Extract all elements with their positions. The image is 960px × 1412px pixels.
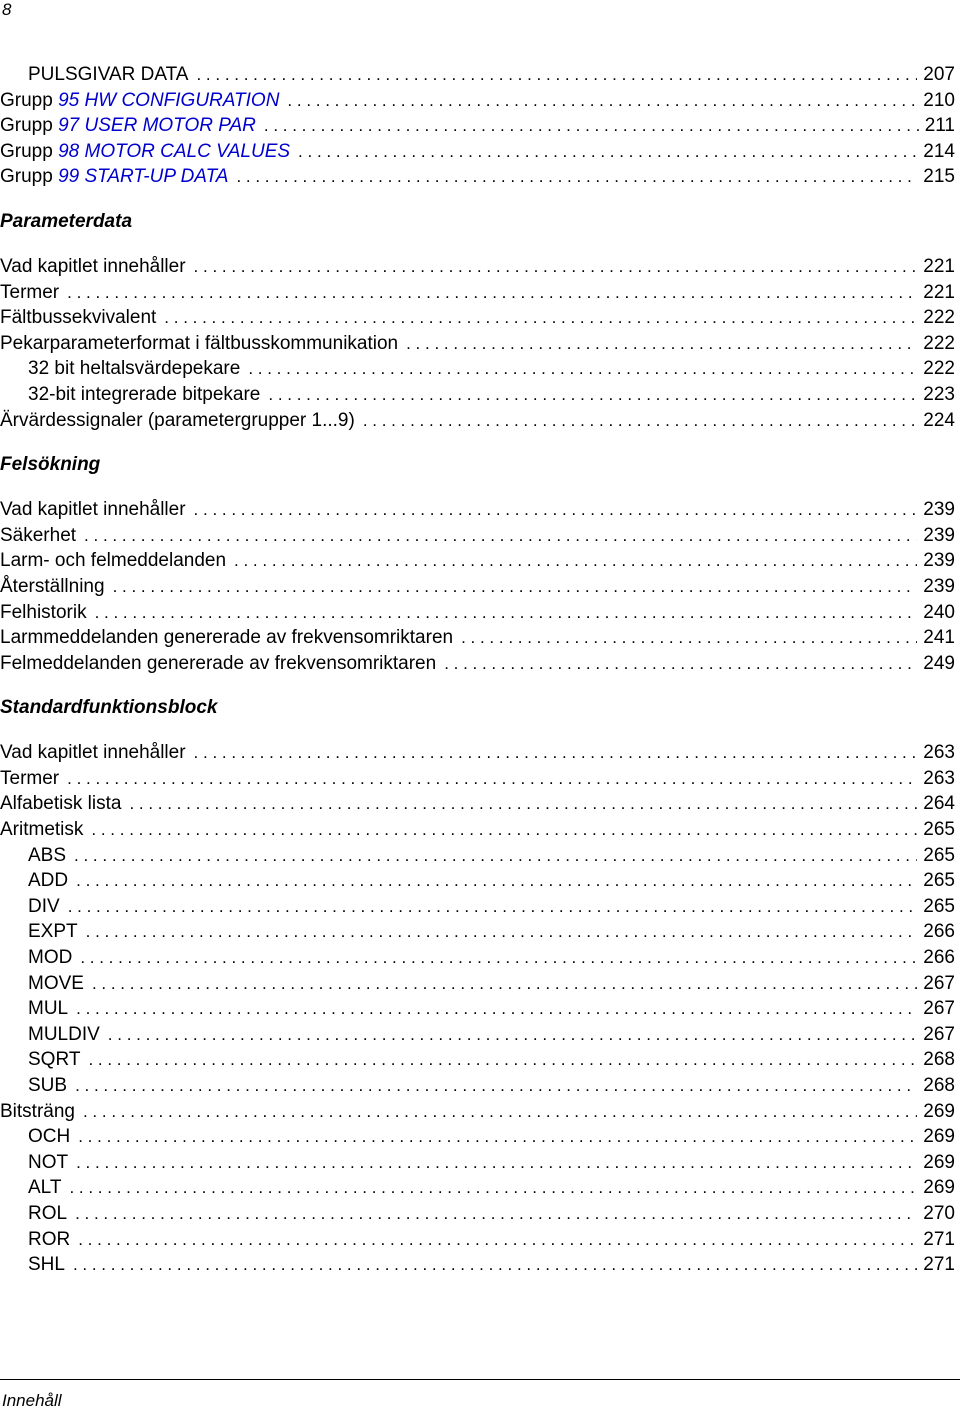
toc-entry-label bbox=[0, 600, 87, 626]
dot-leader bbox=[236, 164, 917, 190]
toc-entry-text: ADD bbox=[28, 870, 69, 892]
toc-page-number: 222 bbox=[923, 307, 955, 329]
toc-entry-label bbox=[0, 817, 83, 843]
dot-leader bbox=[194, 497, 918, 523]
dot-leader bbox=[78, 1227, 917, 1253]
toc-entry-label bbox=[28, 1201, 67, 1227]
toc-entry[interactable] bbox=[0, 62, 955, 88]
toc-page-number: 264 bbox=[923, 793, 955, 815]
toc-entry[interactable] bbox=[0, 1099, 955, 1125]
toc-page-number: 263 bbox=[923, 742, 955, 764]
toc-entry-text: MOVE bbox=[28, 972, 84, 994]
dot-leader bbox=[363, 408, 917, 434]
toc-entry-label bbox=[0, 88, 279, 114]
section-heading: Standardfunktionsblock bbox=[0, 697, 218, 719]
toc-entry-text: Larmmeddelanden genererade av frekvensomriktaren bbox=[0, 627, 454, 649]
toc-page-number: 223 bbox=[923, 383, 955, 405]
toc-entry-text: PULSGIVAR DATA bbox=[28, 64, 189, 85]
toc-entry-text: MUL bbox=[28, 998, 69, 1020]
dot-leader bbox=[264, 113, 919, 139]
toc-page-number: 239 bbox=[923, 550, 955, 572]
toc-entry-label bbox=[0, 113, 256, 139]
toc-entry-label bbox=[28, 1124, 70, 1150]
dot-leader bbox=[287, 88, 917, 114]
dot-leader bbox=[196, 62, 917, 88]
dot-leader bbox=[78, 1124, 917, 1150]
toc-page-number: 221 bbox=[923, 281, 955, 303]
toc-entry-text: SQRT bbox=[28, 1049, 81, 1071]
toc-entry-label bbox=[28, 382, 260, 408]
toc-entry[interactable] bbox=[0, 574, 955, 600]
dot-leader bbox=[88, 1047, 917, 1073]
toc-entry-label bbox=[0, 625, 453, 651]
toc-page-number: 271 bbox=[923, 1254, 955, 1276]
section-heading: Parameterdata bbox=[0, 210, 133, 232]
toc-entry-text: DIV bbox=[28, 895, 60, 917]
page-number: 8 bbox=[2, 0, 12, 19]
toc-entry[interactable] bbox=[0, 1227, 955, 1253]
toc-page-number: 265 bbox=[923, 895, 955, 917]
toc-entry[interactable] bbox=[0, 280, 955, 306]
dot-leader bbox=[95, 600, 918, 626]
toc-page-number: 241 bbox=[923, 627, 955, 649]
toc-entry[interactable] bbox=[0, 1175, 955, 1201]
dot-leader bbox=[268, 382, 917, 408]
toc-entry-label bbox=[0, 523, 76, 549]
toc-entry[interactable] bbox=[0, 740, 955, 766]
toc-entry-label bbox=[28, 356, 240, 382]
toc-entry[interactable] bbox=[0, 1022, 955, 1048]
toc-entry-label bbox=[0, 791, 121, 817]
dot-leader bbox=[74, 843, 917, 869]
toc-entry-prefix: Grupp bbox=[0, 140, 59, 162]
toc-entry[interactable] bbox=[0, 139, 955, 165]
dot-leader bbox=[86, 919, 918, 945]
toc-entry-prefix: Grupp bbox=[0, 89, 59, 111]
toc-entry-text: Bitsträng bbox=[0, 1100, 75, 1122]
toc-entry-text: ROL bbox=[28, 1202, 68, 1224]
toc-entry-text: Felhistorik bbox=[0, 601, 87, 623]
section-heading: Felsökning bbox=[0, 454, 101, 476]
dot-leader bbox=[76, 868, 917, 894]
toc-entry[interactable] bbox=[0, 766, 955, 792]
dot-leader bbox=[80, 945, 917, 971]
toc-entry-label bbox=[28, 1150, 68, 1176]
toc-entry[interactable] bbox=[0, 600, 955, 626]
toc-page-number: 269 bbox=[923, 1151, 955, 1173]
toc-entry-text: Termer bbox=[0, 767, 60, 789]
toc-page-number: 207 bbox=[923, 64, 955, 85]
dot-leader bbox=[248, 356, 917, 382]
toc-entry[interactable] bbox=[0, 625, 955, 651]
toc-entry-label bbox=[0, 1099, 75, 1125]
toc-entry-label bbox=[0, 548, 226, 574]
toc-page-number: 267 bbox=[923, 972, 955, 994]
toc-entry[interactable] bbox=[0, 113, 955, 139]
toc-page-number: 268 bbox=[923, 1075, 955, 1096]
toc-entry-label bbox=[0, 574, 105, 600]
toc-page-number: 268 bbox=[923, 1049, 955, 1071]
toc-page-number: 269 bbox=[923, 1126, 955, 1148]
dot-leader bbox=[298, 139, 917, 165]
toc-entry[interactable] bbox=[0, 868, 955, 894]
toc-entry[interactable] bbox=[0, 1047, 955, 1073]
dot-leader bbox=[67, 766, 917, 792]
toc-entry-label bbox=[0, 497, 186, 523]
toc-entry-label bbox=[28, 1227, 70, 1253]
toc-entry[interactable] bbox=[0, 356, 955, 382]
toc-entry-link[interactable]: 99 START-UP DATA bbox=[58, 166, 229, 188]
toc-entry-label bbox=[0, 408, 355, 434]
toc-entry[interactable] bbox=[0, 1150, 955, 1176]
toc-entry-label bbox=[28, 971, 84, 997]
dot-leader bbox=[83, 1099, 917, 1125]
dot-leader bbox=[68, 894, 918, 920]
toc-entry-label bbox=[28, 62, 188, 88]
toc-page-number: 266 bbox=[923, 947, 955, 969]
toc-entry-text: MULDIV bbox=[28, 1023, 100, 1045]
toc-entry[interactable] bbox=[0, 254, 955, 280]
dot-leader bbox=[164, 305, 917, 331]
toc-entry-link[interactable]: 97 USER MOTOR PAR bbox=[58, 115, 256, 137]
toc-page-number: 269 bbox=[923, 1100, 955, 1122]
toc-entry-text: Ärvärdessignaler (parametergrupper 1...9) bbox=[0, 409, 355, 431]
toc-entry[interactable] bbox=[0, 523, 955, 549]
footer-title: Innehåll bbox=[2, 1391, 62, 1410]
toc-page-number: 267 bbox=[923, 1023, 955, 1045]
toc-entry[interactable] bbox=[0, 1201, 955, 1227]
toc-entry-label bbox=[0, 651, 436, 677]
toc-entry-text: ALT bbox=[28, 1177, 62, 1199]
toc-page-number: 270 bbox=[923, 1202, 955, 1224]
dot-leader bbox=[84, 523, 917, 549]
toc-entry-text: Felmeddelanden genererade av frekvensomriktaren bbox=[0, 652, 437, 674]
dot-leader bbox=[75, 1073, 917, 1099]
toc-page-number: 266 bbox=[923, 921, 955, 943]
toc-entry-text: Återställning bbox=[0, 575, 105, 597]
toc-entry-label bbox=[0, 254, 186, 280]
toc-page-number: 271 bbox=[923, 1228, 955, 1250]
toc-entry-label bbox=[28, 843, 66, 869]
dot-leader bbox=[234, 548, 917, 574]
toc-entry[interactable] bbox=[0, 843, 955, 869]
toc-entry-label bbox=[28, 945, 72, 971]
toc-page-number: 222 bbox=[923, 358, 955, 380]
dot-leader bbox=[108, 1022, 918, 1048]
dot-leader bbox=[76, 996, 917, 1022]
toc-entry-text: Vad kapitlet innehåller bbox=[0, 499, 186, 521]
toc-entry-label bbox=[28, 868, 68, 894]
toc-entry-text: Pekarparameterformat i fältbusskommunikation bbox=[0, 332, 399, 354]
toc-entry-label bbox=[0, 139, 290, 165]
toc-page-number: 267 bbox=[923, 998, 955, 1020]
toc-entry-text: Vad kapitlet innehåller bbox=[0, 742, 186, 764]
toc-entry-text: Vad kapitlet innehåller bbox=[0, 255, 186, 277]
dot-leader bbox=[444, 651, 917, 677]
toc-entry-label bbox=[28, 1022, 100, 1048]
toc-entry[interactable] bbox=[0, 651, 955, 677]
footer-divider bbox=[0, 1379, 960, 1380]
toc-page-number: 239 bbox=[923, 575, 955, 597]
toc-entry[interactable] bbox=[0, 791, 955, 817]
toc-page-number: 224 bbox=[923, 409, 955, 431]
toc-page-number: 265 bbox=[923, 819, 955, 841]
dot-leader bbox=[406, 331, 917, 357]
dot-leader bbox=[129, 791, 917, 817]
toc-page-number: 263 bbox=[923, 767, 955, 789]
dot-leader bbox=[113, 574, 918, 600]
toc-entry-label bbox=[28, 996, 68, 1022]
toc-entry-label bbox=[28, 1073, 67, 1099]
toc-entry-label bbox=[28, 919, 78, 945]
toc-entry[interactable] bbox=[0, 497, 955, 523]
toc-entry[interactable] bbox=[0, 894, 955, 920]
toc-entry-text: Larm- och felmeddelanden bbox=[0, 550, 227, 572]
toc-entry-label bbox=[28, 1252, 65, 1278]
toc-page-number: 222 bbox=[923, 332, 955, 354]
toc-entry[interactable] bbox=[0, 408, 955, 434]
toc-entry-text: Säkerhet bbox=[0, 524, 77, 546]
toc-entry[interactable] bbox=[0, 945, 955, 971]
toc-page-number: 211 bbox=[924, 115, 955, 137]
toc-entry-text: 32-bit integrerade bitpekare bbox=[28, 383, 261, 405]
toc-entry-text: Termer bbox=[0, 281, 60, 303]
toc-entry-text: 32 bit heltalsvärdepekare bbox=[28, 358, 241, 380]
toc-entry-text: ABS bbox=[28, 844, 67, 866]
toc-entry[interactable] bbox=[0, 382, 955, 408]
toc-entry-text: Fältbussekvivalent bbox=[0, 307, 157, 329]
toc-entry[interactable] bbox=[0, 817, 955, 843]
dot-leader bbox=[73, 1252, 917, 1278]
toc-entry-label bbox=[28, 1047, 80, 1073]
dot-leader bbox=[67, 280, 917, 306]
toc-entry-label bbox=[0, 164, 228, 190]
toc-entry[interactable] bbox=[0, 548, 955, 574]
toc-entry-text: SUB bbox=[28, 1075, 68, 1096]
toc-entry[interactable] bbox=[0, 331, 955, 357]
dot-leader bbox=[194, 740, 918, 766]
toc-entry-text: SHL bbox=[28, 1254, 65, 1276]
toc-entry[interactable] bbox=[0, 164, 955, 190]
toc-entry[interactable] bbox=[0, 88, 955, 114]
dot-leader bbox=[91, 817, 917, 843]
toc-page-number: 214 bbox=[923, 140, 955, 162]
toc-entry[interactable] bbox=[0, 1124, 955, 1150]
dot-leader bbox=[461, 625, 917, 651]
toc-entry-text: Alfabetisk lista bbox=[0, 793, 122, 815]
dot-leader bbox=[75, 1201, 917, 1227]
toc-entry-label bbox=[0, 305, 156, 331]
toc-page-number: 269 bbox=[923, 1177, 955, 1199]
toc-entry-text: NOT bbox=[28, 1151, 69, 1173]
toc-entry-text: MOD bbox=[28, 947, 73, 969]
dot-leader bbox=[69, 1175, 917, 1201]
toc-page-number: 239 bbox=[923, 524, 955, 546]
toc-page-number: 265 bbox=[923, 844, 955, 866]
toc-page-number: 221 bbox=[923, 255, 955, 277]
toc-entry[interactable] bbox=[0, 1073, 955, 1099]
dot-leader bbox=[92, 971, 917, 997]
toc-page-number: 265 bbox=[923, 870, 955, 892]
toc-entry-label bbox=[0, 280, 59, 306]
toc-entry-label bbox=[0, 331, 398, 357]
toc-entry-link[interactable]: 95 HW CONFIGURATION bbox=[58, 89, 280, 111]
dot-leader bbox=[76, 1150, 917, 1176]
toc-entry-text: Aritmetisk bbox=[0, 819, 84, 841]
toc-entry[interactable] bbox=[0, 305, 955, 331]
dot-leader bbox=[194, 254, 918, 280]
toc-entry-text: OCH bbox=[28, 1126, 71, 1148]
toc-entry-text: EXPT bbox=[28, 921, 78, 943]
toc-page-number: 240 bbox=[923, 601, 955, 623]
toc-entry-label bbox=[0, 766, 59, 792]
toc-page-number: 239 bbox=[923, 499, 955, 521]
table-of-contents bbox=[0, 62, 955, 1278]
toc-entry-link[interactable]: 98 MOTOR CALC VALUES bbox=[58, 140, 291, 162]
toc-entry-label bbox=[28, 894, 60, 920]
toc-entry[interactable] bbox=[0, 1252, 955, 1278]
toc-entry[interactable] bbox=[0, 919, 955, 945]
toc-entry-text: ROR bbox=[28, 1228, 71, 1250]
toc-page-number: 215 bbox=[923, 166, 955, 188]
toc-entry-label bbox=[28, 1175, 61, 1201]
toc-entry[interactable] bbox=[0, 996, 955, 1022]
toc-entry-prefix: Grupp bbox=[0, 115, 59, 137]
toc-entry[interactable] bbox=[0, 971, 955, 997]
toc-entry-label bbox=[0, 740, 186, 766]
toc-page-number: 210 bbox=[923, 89, 955, 111]
toc-page-number: 249 bbox=[923, 652, 955, 674]
toc-entry-prefix: Grupp bbox=[0, 166, 59, 188]
